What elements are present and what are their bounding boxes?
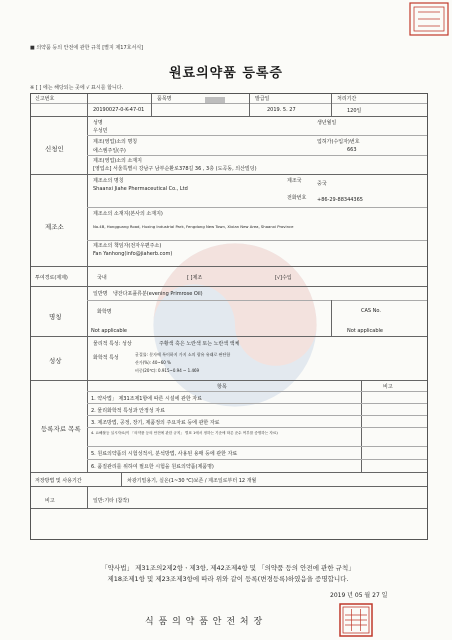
physchem-line-3: 비중(20℃): 0.915~0.94 ~ 1.469: [135, 368, 200, 373]
mfr-address-value: No.4B, Hongguang Road, Huxing Industrial Park, Fengdong New Town, Xixian New Area, Shaanxi Province: [93, 224, 294, 229]
chemical-name-value: Not applicable: [91, 328, 127, 334]
statement-line-1: 「약사법」 제31조의2제2항ㆍ제3항, 제42조제4항 및 「의약품 등의 안전에 관한 규칙」: [101, 564, 355, 572]
page-title: 원료의약품 등록증: [169, 66, 283, 81]
cas-value: Not applicable: [347, 328, 383, 334]
general-name-value: 냉잔다포플류분(evening Primrose Oil): [113, 291, 203, 297]
document-item: 5. 원료의약품의 시험성적서, 분석방법, 사용된 용매 등에 관한 자료: [91, 451, 238, 457]
company-label: 제조(영업)소의 명칭: [93, 139, 138, 145]
appearance-label: 물리적 특성: 성상: [93, 341, 132, 347]
mfr-contact-value: Fan Yanhong(info@jiaherb.com): [93, 251, 173, 257]
period-value: 120일: [347, 108, 362, 114]
physchem-label: 화학적 특성: [93, 355, 119, 361]
mfr-country-label: 제조국: [287, 178, 302, 184]
appearance-value: 주황색 혹은 노란색 또는 노란색 액체: [159, 341, 240, 347]
applicant-address-label: 제조(영업)소의 소재지: [93, 158, 142, 164]
remarks-value: 일반:기타 (참작): [93, 498, 130, 504]
document-item: 2. 물리화학적 특성과 안정성 자료: [91, 408, 165, 414]
company-value: 에스엠주일(주): [93, 148, 126, 154]
remarks-label: 비고: [45, 498, 55, 504]
cas-label: CAS No.: [361, 308, 381, 314]
domestic-label: 국내: [97, 275, 107, 281]
issue-date: 2019 년 05 월 27 일: [330, 592, 388, 599]
document-item: 4. 요해불등 실시자료(이 「의약품 등의 안전에 관한 규칙」 별표 1에서 정하는 기준에 따른 준수 여부를 증명하는 자료): [91, 431, 278, 435]
applicant-name-value: 우성민: [93, 128, 108, 134]
official-stamp-icon: [339, 603, 373, 637]
issue-date-value: 2019. 5. 27: [267, 107, 296, 113]
mfr-contact-label: 제조소의 책임자(전자우편주소): [93, 243, 162, 249]
import-option: [√]수입: [275, 275, 292, 281]
applicant-section-label: 신청인: [45, 145, 64, 153]
mfr-name-label: 제조소의 명칭: [93, 178, 124, 184]
properties-section-label: 성상: [49, 357, 62, 365]
mfr-country-value: 중국: [317, 181, 327, 187]
statement-line-2: 제18조제1항 및 제23조제3항에 따라 위와 같이 등록(변경등록)하였음을 증명합니다.: [107, 575, 349, 583]
physchem-line-1: 굴절률: 분자에 특이하지 가지 소의 광유 유래로 판단함: [135, 352, 231, 357]
general-name-label: 일반명: [93, 291, 108, 297]
certification-statement: [30, 563, 426, 585]
document-item: 6. 품질관리를 위하여 필요한 시험을 원료의약품(제품명): [91, 464, 214, 470]
names-section-label: 명칭: [49, 313, 62, 321]
applicant-address-value: [영업소] 서울특별시 강남구 남부순환로378길 36 , 3층 (도곡동, 의산빌딩): [93, 166, 257, 172]
license-label: 업허가(수입자)번호: [317, 139, 360, 145]
mfr-address-label: 제조소의 소재지(본사의 소재지): [93, 211, 163, 217]
physchem-line-2: 산가(%): 40~60 %: [135, 360, 171, 365]
applicant-name-label: 성명: [93, 120, 103, 126]
route-label: 투여경로(제제): [35, 275, 68, 281]
issue-date-label: 발급일: [255, 96, 270, 102]
manufacture-option: [ ]제조: [187, 275, 203, 281]
birth-label: 생년월일: [317, 120, 337, 126]
period-label: 처리기간: [337, 96, 357, 102]
storage-label: 저장방법 및 사용기간: [35, 478, 82, 484]
certificate-table: [30, 93, 428, 540]
document-item: 3. 제조방법, 공정, 장기, 제품정의 주요자료 등에 관한 자료: [91, 420, 220, 426]
redacted-block: [205, 97, 225, 103]
document-item: 1. 약사법」 제31조제1항에 따른 시설에 관한 자료: [91, 396, 202, 402]
documents-section-label: 등록자료 목록: [41, 425, 81, 433]
mfr-phone-value: +86-29-88344365: [317, 197, 363, 203]
manufacturer-section-label: 제조소: [45, 223, 64, 231]
mfr-phone-label: 전화번호: [287, 195, 307, 201]
checkbox-note: ※ [ ] 에는 해당되는 곳에 √ 표시를 합니다.: [30, 85, 124, 91]
license-value: 663: [347, 147, 357, 153]
product-label: 품목명: [157, 96, 172, 102]
documents-item-header: 항목: [217, 384, 227, 390]
filing-no-value: 20190027-0-K-47-01: [93, 107, 145, 113]
issuer-name: 식 품 의 약 품 안 전 처 장: [145, 617, 264, 627]
storage-value: 차광기밀용기, 실온(1~30 ℃)보존 / 제조일로부터 12 개월: [127, 478, 257, 484]
corner-seal-icon: [406, 0, 452, 38]
filing-no-label: 신고번호: [35, 96, 55, 102]
documents-note-header: 비고: [383, 384, 393, 390]
mfr-name-value: Shaanxi Jiahe Phermaceutical Co., Ltd: [93, 186, 188, 192]
form-reference: ■ 의약품 등의 안전에 관한 규칙 [별지 제17호서식]: [30, 44, 143, 51]
chemical-name-label: 화학명: [97, 309, 112, 315]
